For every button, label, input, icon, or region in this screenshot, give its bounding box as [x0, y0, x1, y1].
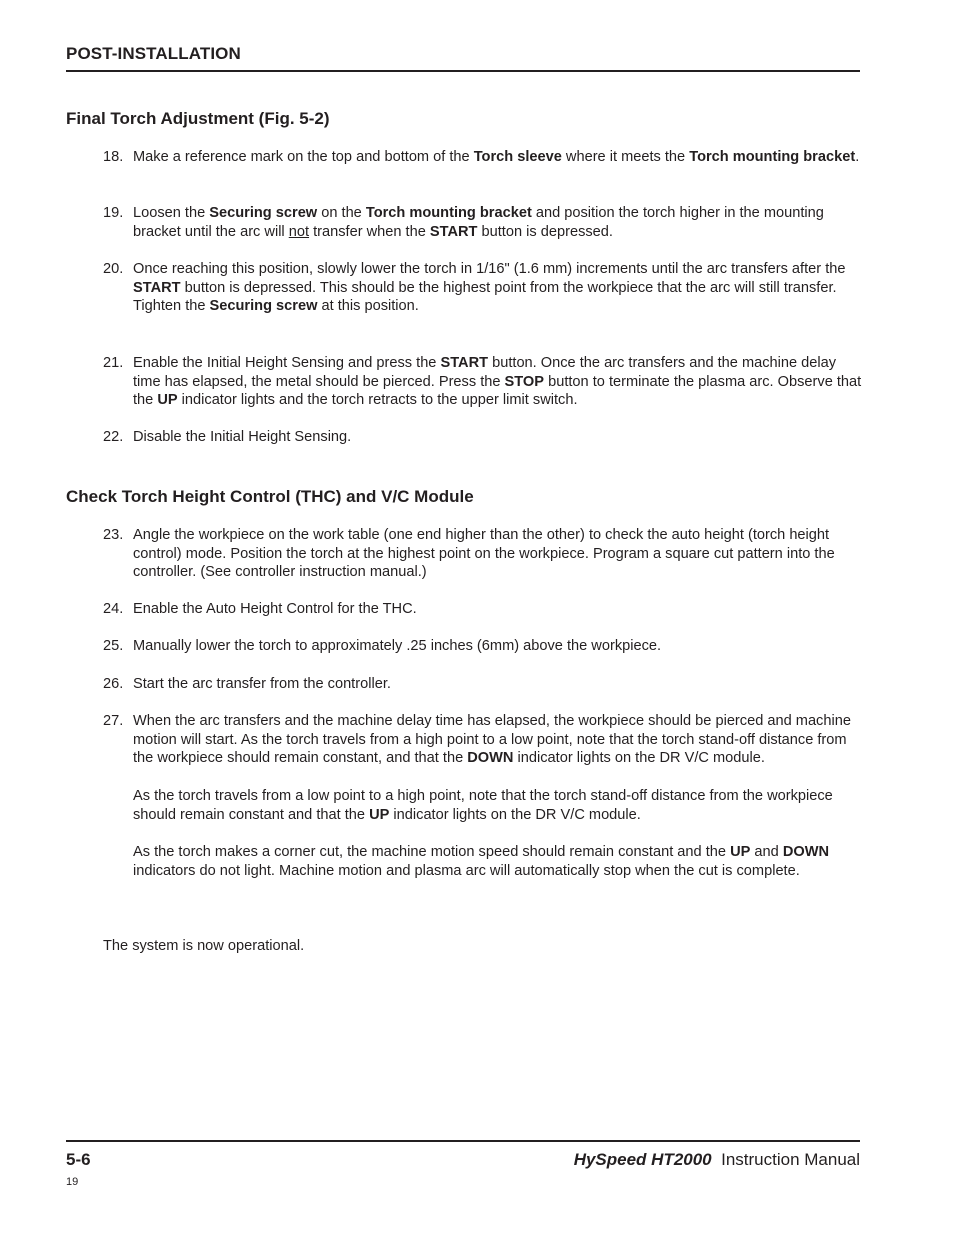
footer-folio: 19	[66, 1176, 79, 1188]
step-paragraph	[133, 712, 865, 768]
step-body	[133, 526, 865, 582]
text-run: Manually lower the torch to approximately .25 inches (6mm) above the workpiece.	[133, 638, 662, 654]
bold-term: Securing screw	[209, 205, 318, 221]
step-paragraph	[133, 526, 865, 582]
step-body	[133, 675, 865, 694]
step-paragraph	[133, 787, 865, 824]
text-run: button to terminate the plasma arc. Observe that the	[133, 373, 862, 409]
step-paragraph	[133, 843, 865, 880]
bold-term: STOP	[504, 373, 545, 390]
step-paragraph	[133, 637, 865, 656]
step-number: 26.	[103, 676, 124, 692]
step-23	[103, 526, 865, 582]
text-run: and	[750, 843, 783, 860]
step-number: 21.	[103, 355, 124, 371]
step-body	[133, 600, 865, 619]
step-body	[133, 148, 865, 167]
section-heading-check-thc: Check Torch Height Control (THC) and V/C Module	[66, 487, 474, 506]
text-run: transfer when the	[309, 223, 430, 240]
footer-rule	[66, 1140, 860, 1142]
step-22	[103, 428, 865, 447]
text-run: button is depressed. This should be the highest point from the workpiece that the arc will still transfer.	[180, 279, 837, 296]
step-paragraph	[133, 600, 865, 619]
text-run: .	[855, 149, 860, 165]
text-run: indicator lights on the DR V/C module.	[389, 806, 641, 823]
step-paragraph	[133, 428, 865, 447]
text-run: Once reaching this position, slowly lower the torch in 1/16" (1.6 mm) increments until the arc transfers after the	[133, 261, 846, 277]
step-26	[103, 675, 865, 694]
step-number: 18.	[103, 149, 124, 165]
step-paragraph	[133, 675, 865, 694]
section-header-title: POST-INSTALLATION	[66, 44, 241, 63]
bold-term: UP	[157, 392, 178, 409]
text-run: As the torch travels from a low point to a high point, note that the torch stand-off distance from the workpiece should remain constant and that the	[133, 787, 833, 823]
text-run: where it meets the	[561, 149, 690, 165]
bold-term: Securing screw	[209, 298, 318, 315]
text-run: Tighten the	[133, 298, 210, 315]
text-run: indicators do not light. Machine motion and plasma arc will automatically stop when the cut is complete.	[133, 862, 800, 879]
text-run: Enable the Auto Height Control for the THC.	[133, 601, 417, 617]
step-body	[133, 204, 865, 241]
footer-manual-title	[574, 1150, 860, 1170]
step-27	[103, 712, 865, 880]
bold-term: Torch mounting bracket	[689, 149, 856, 165]
text-run: button. Once the arc transfers and the machine delay time has elapsed, the metal should be pierced. Press the	[133, 355, 837, 390]
closing-statement: The system is now operational.	[103, 938, 305, 954]
bold-term: Torch mounting bracket	[365, 205, 532, 221]
text-run: and position the torch higher in the mounting bracket until the arc will	[133, 205, 824, 240]
text-run: indicator lights and the torch retracts to the upper limit switch.	[177, 392, 578, 409]
step-number: 24.	[103, 601, 124, 617]
step-20	[103, 260, 865, 316]
bold-term: START	[440, 355, 489, 371]
bold-term: START	[429, 223, 478, 240]
footer-page-number: 5-6	[66, 1150, 91, 1169]
bold-term: DOWN	[782, 843, 830, 860]
step-25	[103, 637, 865, 656]
step-number: 19.	[103, 205, 124, 221]
step-number: 25.	[103, 638, 124, 654]
text-run: Loosen the	[133, 205, 210, 221]
step-body	[133, 637, 865, 656]
text-run: at this position.	[317, 298, 419, 315]
manual-label: Instruction Manual	[721, 1150, 860, 1169]
step-18	[103, 148, 865, 167]
text-run: Angle the workpiece on the work table (one end higher than the other) to check the auto height (torch height control) mode. Position the torch at the highest point on the workpiece. Program a square cut pattern into the controller. (See controller instruction manual.)	[133, 527, 835, 581]
text-run: Make a reference mark on the top and bottom of the	[133, 149, 474, 165]
bold-term: Torch sleeve	[473, 149, 562, 165]
step-body	[133, 428, 865, 447]
step-number: 27.	[103, 713, 124, 729]
step-body	[133, 712, 865, 880]
product-brand: HySpeed HT2000	[573, 1150, 712, 1169]
text-run: Start the arc transfer from the controller.	[133, 676, 391, 692]
step-paragraph	[133, 148, 865, 167]
step-number: 22.	[103, 429, 124, 445]
text-run: indicator lights on the DR V/C module.	[513, 750, 765, 767]
text-run: Enable the Initial Height Sensing and press the	[133, 355, 441, 371]
step-24	[103, 600, 865, 619]
bold-term: UP	[730, 843, 751, 860]
step-number: 23.	[103, 527, 124, 543]
step-21	[103, 354, 865, 410]
step-number: 20.	[103, 261, 124, 277]
section-heading-final-torch: Final Torch Adjustment (Fig. 5-2)	[66, 109, 330, 128]
step-paragraph	[133, 204, 865, 241]
step-body	[133, 260, 865, 316]
bold-term: DOWN	[467, 750, 514, 767]
text-run: on the	[317, 205, 366, 221]
underlined-term: not	[288, 223, 310, 240]
step-paragraph	[133, 354, 865, 410]
step-body	[133, 354, 865, 410]
text-run: Disable the Initial Height Sensing.	[133, 429, 352, 445]
step-paragraph	[133, 260, 865, 297]
text-run: button is depressed.	[477, 223, 613, 240]
text-run: As the torch makes a corner cut, the machine motion speed should remain constant and the	[133, 843, 731, 860]
step-paragraph	[133, 297, 865, 316]
step-19	[103, 204, 865, 241]
header-rule	[66, 70, 860, 72]
bold-term: UP	[369, 806, 390, 823]
bold-term: START	[133, 279, 181, 296]
text-run: When the arc transfers and the machine delay time has elapsed, the workpiece should be pierced and machine motion will start. As the torch travels from a high point to a low point, note that the torch stand-off distance from the workpiece should remain constant, and that the	[133, 713, 851, 767]
